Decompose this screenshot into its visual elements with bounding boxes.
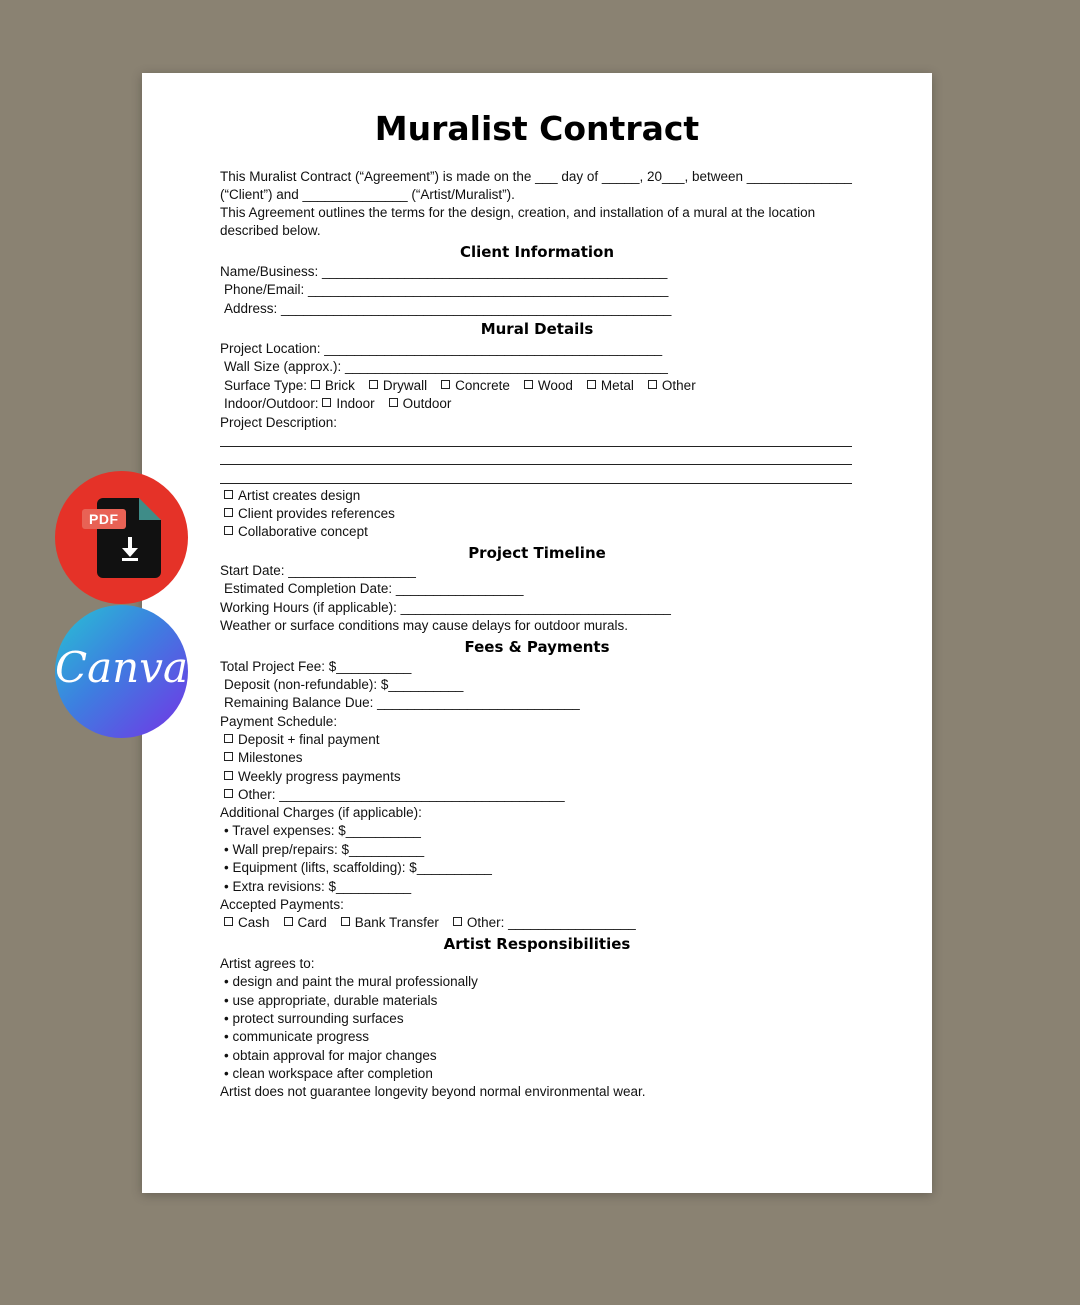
checkbox-cash[interactable]: Cash — [224, 915, 270, 930]
equipment-field[interactable]: • Equipment (lifts, scaffolding): $__________ — [224, 860, 492, 875]
start-date-field[interactable]: Start Date: _________________ — [220, 563, 416, 578]
responsibility-item: • design and paint the mural professionally — [224, 974, 478, 989]
checkbox-icon — [648, 380, 657, 389]
surface-type-label: Surface Type: — [224, 378, 308, 393]
checkbox-icon — [224, 917, 233, 926]
working-hours-field[interactable]: Working Hours (if applicable): ____________________________________ — [220, 600, 671, 615]
responsibilities-intro: Artist agrees to: — [220, 956, 315, 971]
document-title: Muralist Contract — [374, 109, 700, 148]
checkbox-icon — [441, 380, 450, 389]
additional-charges-label: Additional Charges (if applicable): — [220, 805, 422, 820]
checkbox-icon — [224, 526, 233, 535]
wall-size-field[interactable]: Wall Size (approx.): ___________________________________________ — [224, 359, 668, 374]
checkbox-weekly[interactable]: Weekly progress payments — [224, 768, 401, 786]
checkbox-deposit-final[interactable]: Deposit + final payment — [224, 731, 379, 749]
description-line[interactable] — [220, 446, 852, 447]
checkbox-icon — [341, 917, 350, 926]
checkbox-milestones[interactable]: Milestones — [224, 749, 303, 767]
checkbox-icon — [224, 490, 233, 499]
total-fee-field[interactable]: Total Project Fee: $__________ — [220, 659, 412, 674]
contract-page — [142, 73, 932, 1193]
checkbox-other[interactable]: Other — [648, 378, 696, 393]
section-heading-timeline: Project Timeline — [468, 544, 606, 562]
extra-revisions-field[interactable]: • Extra revisions: $__________ — [224, 879, 412, 894]
project-description-label: Project Description: — [220, 415, 338, 430]
checkbox-payment-other[interactable]: Other: _________________ — [453, 915, 636, 930]
page-fold-shape — [139, 498, 161, 520]
checkbox-outdoor[interactable]: Outdoor — [389, 396, 452, 411]
payment-schedule-label: Payment Schedule: — [220, 714, 338, 729]
pdf-label: PDF — [82, 509, 126, 529]
checkbox-icon — [322, 398, 331, 407]
checkbox-indoor[interactable]: Indoor — [322, 396, 374, 411]
indoor-outdoor-label: Indoor/Outdoor: — [224, 396, 319, 411]
canva-logo: Canva — [55, 643, 188, 692]
checkbox-icon — [587, 380, 596, 389]
intro-line-4: described below. — [220, 223, 321, 238]
responsibility-item: • protect surrounding surfaces — [224, 1011, 404, 1026]
section-heading-fees: Fees & Payments — [464, 638, 610, 656]
checkbox-collaborative[interactable]: Collaborative concept — [224, 523, 368, 541]
section-heading-mural: Mural Details — [480, 320, 594, 338]
checkbox-icon — [389, 398, 398, 407]
surface-type-row — [224, 377, 710, 395]
checkbox-client-references[interactable]: Client provides references — [224, 505, 395, 523]
description-line[interactable] — [220, 483, 852, 484]
travel-expenses-field[interactable]: • Travel expenses: $__________ — [224, 823, 421, 838]
responsibility-item: • use appropriate, durable materials — [224, 993, 438, 1008]
section-heading-client: Client Information — [459, 243, 615, 261]
checkbox-metal[interactable]: Metal — [587, 378, 634, 393]
checkbox-icon — [224, 752, 233, 761]
responsibility-item: • clean workspace after completion — [224, 1066, 433, 1081]
checkbox-concrete[interactable]: Concrete — [441, 378, 510, 393]
checkbox-icon — [524, 380, 533, 389]
accepted-payments-row — [224, 914, 650, 932]
intro-line-2: (“Client”) and ______________ (“Artist/Muralist”). — [220, 187, 515, 202]
download-arrow-icon — [121, 537, 139, 561]
checkbox-icon — [369, 380, 378, 389]
checkbox-brick[interactable]: Brick — [311, 378, 355, 393]
intro-line-1: This Muralist Contract (“Agreement”) is made on the ___ day of _____, 20___, between ______________ — [220, 169, 852, 184]
longevity-note: Artist does not guarantee longevity beyond normal environmental wear. — [220, 1084, 646, 1099]
responsibility-item: • obtain approval for major changes — [224, 1048, 437, 1063]
checkbox-drywall[interactable]: Drywall — [369, 378, 427, 393]
checkbox-schedule-other[interactable]: Other: ______________________________________ — [224, 786, 565, 804]
completion-date-field[interactable]: Estimated Completion Date: _________________ — [224, 581, 524, 596]
section-heading-responsibilities: Artist Responsibilities — [443, 935, 631, 953]
project-location-field[interactable]: Project Location: _____________________________________________ — [220, 341, 663, 356]
indoor-outdoor-row — [224, 395, 465, 413]
remaining-balance-field[interactable]: Remaining Balance Due: ___________________________ — [224, 695, 580, 710]
checkbox-bank-transfer[interactable]: Bank Transfer — [341, 915, 439, 930]
checkbox-icon — [453, 917, 462, 926]
client-address-field[interactable]: Address: ____________________________________________________ — [224, 301, 672, 316]
responsibility-item: • communicate progress — [224, 1029, 370, 1044]
client-name-field[interactable]: Name/Business: ______________________________________________ — [220, 264, 668, 279]
canva-badge[interactable] — [55, 605, 188, 738]
checkbox-artist-design[interactable]: Artist creates design — [224, 487, 360, 505]
checkbox-wood[interactable]: Wood — [524, 378, 573, 393]
checkbox-icon — [284, 917, 293, 926]
weather-note: Weather or surface conditions may cause delays for outdoor murals. — [220, 618, 628, 633]
checkbox-icon — [224, 789, 233, 798]
checkbox-icon — [311, 380, 320, 389]
checkbox-card[interactable]: Card — [284, 915, 327, 930]
checkbox-icon — [224, 508, 233, 517]
description-line[interactable] — [220, 464, 852, 465]
checkbox-icon — [224, 734, 233, 743]
accepted-payments-label: Accepted Payments: — [220, 897, 344, 912]
checkbox-icon — [224, 771, 233, 780]
intro-line-3: This Agreement outlines the terms for the design, creation, and installation of a mural at the location — [220, 205, 816, 220]
pdf-download-badge[interactable] — [55, 471, 188, 604]
wall-prep-field[interactable]: • Wall prep/repairs: $__________ — [224, 842, 425, 857]
client-phone-field[interactable]: Phone/Email: ________________________________________________ — [224, 282, 669, 297]
deposit-field[interactable]: Deposit (non-refundable): $__________ — [224, 677, 464, 692]
